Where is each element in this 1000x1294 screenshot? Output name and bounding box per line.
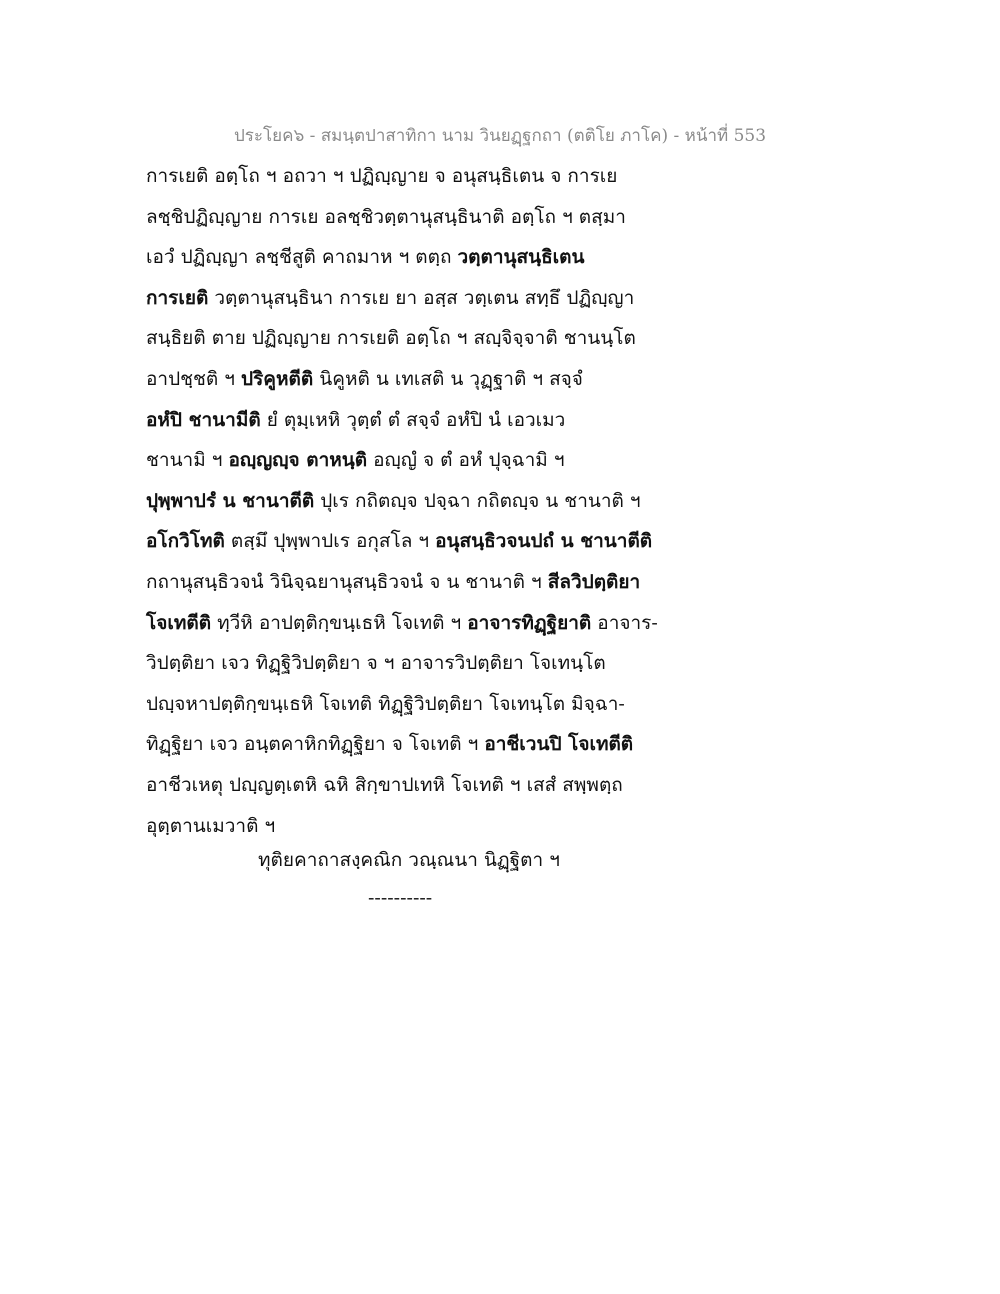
text-line	[146, 440, 686, 481]
text-segment: ทฺวีหิ อาปตฺติกฺขนฺเธหิ โจเทติ ฯ	[211, 611, 468, 634]
text-line	[146, 724, 686, 765]
bold-term: ปริคูหตีติ	[241, 367, 314, 390]
section-closing: ทุติยคาถาสงฺคณิก วณฺณนา นิฏฺฐิตา ฯ	[258, 849, 560, 871]
text-line	[146, 278, 686, 319]
text-line	[146, 481, 686, 522]
text-line	[146, 765, 686, 806]
text-segment: อาจาร-	[591, 611, 658, 634]
text-segment: อญฺญํ จ ตํ อหํ ปุจฺฉามิ ฯ	[367, 449, 565, 472]
bold-term: โจเทตีติ	[146, 611, 212, 634]
text-segment: ชานามิ ฯ	[146, 449, 229, 472]
text-line	[146, 156, 686, 197]
text-line	[146, 197, 686, 238]
text-segment: วิปตฺติยา เจว ทิฏฺฐิวิปตฺติยา จ ฯ อาจารวิปตฺติยา โจเทนฺโต	[146, 652, 606, 675]
text-segment: ตสฺมึ ปุพฺพาปเร อกุสโล ฯ	[224, 530, 436, 553]
text-segment: อุตฺตานเมวาติ ฯ	[146, 814, 276, 837]
bold-term: อาชีเวนปิ โจเทตีติ	[484, 733, 634, 756]
text-segment: เอวํ ปฏิญฺญา ลชฺชีสูติ คาถมาห ฯ ตตฺถ	[146, 246, 458, 269]
bold-term: วตฺตานุสนฺธิเตน	[457, 246, 585, 269]
bold-term: อาจารทิฏฺฐิยาติ	[467, 611, 592, 634]
text-line	[146, 684, 686, 725]
text-segment: นิคูหติ น เทเสติ น วุฏฺฐาติ ฯ สจฺจํ	[313, 367, 583, 390]
bold-term: สีลวิปตฺติยา	[547, 570, 641, 593]
text-segment: ทิฏฺฐิยา เจว อนฺตคาหิกทิฏฺฐิยา จ โจเทติ ฯ	[146, 733, 485, 756]
text-line	[146, 562, 686, 603]
text-segment: กถานุสนฺธิวจนํ วินิจฺฉยานุสนฺธิวจนํ จ น ชานาติ ฯ	[146, 570, 548, 593]
bold-term: อญฺญญฺจ ตาหนฺติ	[228, 449, 368, 472]
main-text	[146, 156, 686, 846]
text-segment: อาปชฺชติ ฯ	[146, 367, 242, 390]
text-line	[146, 237, 686, 278]
bold-term: การเยติ	[146, 286, 209, 309]
text-line	[146, 806, 686, 847]
text-line	[146, 521, 686, 562]
text-segment: ยํ ตุมฺเหหิ วุตฺตํ ตํ สจฺจํ อหํปิ นํ เอวเมว	[260, 408, 566, 431]
running-header	[0, 122, 1000, 149]
text-line	[146, 603, 686, 644]
bold-term: อนุสนฺธิวจนปถํ น ชานาตีติ	[435, 530, 653, 553]
text-line	[146, 643, 686, 684]
header-title: ประโยค๖ - สมนฺตปาสาทิกา นาม วินยฏฺฐกถา (ตติโย ภาโค) - หน้าที่ 553	[233, 126, 767, 146]
bold-term: อหํปิ ชานามีติ	[146, 408, 261, 431]
bold-term: ปุพฺพาปรํ น ชานาตีติ	[146, 489, 315, 512]
text-segment: ปุเร กถิตญฺจ ปจฺฉา กถิตญฺจ น ชานาติ ฯ	[314, 489, 641, 512]
bold-term: อโกวิโทติ	[146, 530, 225, 553]
text-segment: การเยติ อตฺโถ ฯ อถวา ฯ ปฏิญฺญาย จ อนุสนฺธิเตน จ การเย	[146, 165, 618, 187]
text-segment: สนฺธิยติ ตาย ปฏิญฺญาย การเยติ อตฺโถ ฯ สญฺจิจฺจาติ ชานนฺโต	[146, 327, 636, 350]
text-line	[146, 318, 686, 359]
text-segment: ปญฺจหาปตฺติกฺขนฺเธหิ โจเทติ ทิฏฺฐิวิปตฺติยา โจเทนฺโต มิจฺฉา-	[146, 692, 625, 715]
separator-line: ----------	[368, 887, 433, 909]
text-segment: ลชฺชิปฏิญฺญาย การเย อลชฺชิวตฺตานุสนฺธินาติ อตฺโถ ฯ ตสฺมา	[146, 205, 626, 228]
text-segment: อาชีวเหตุ ปญฺญตฺเตหิ ฉหิ สิกฺขาปเทหิ โจเทติ ฯ เสสํ สพฺพตฺถ	[146, 773, 623, 796]
text-line	[146, 400, 686, 441]
text-line	[146, 359, 686, 400]
text-segment: วตฺตานุสนฺธินา การเย ยา อสฺส วตฺเตน สทฺธึ ปฏิญฺญา	[208, 286, 635, 309]
